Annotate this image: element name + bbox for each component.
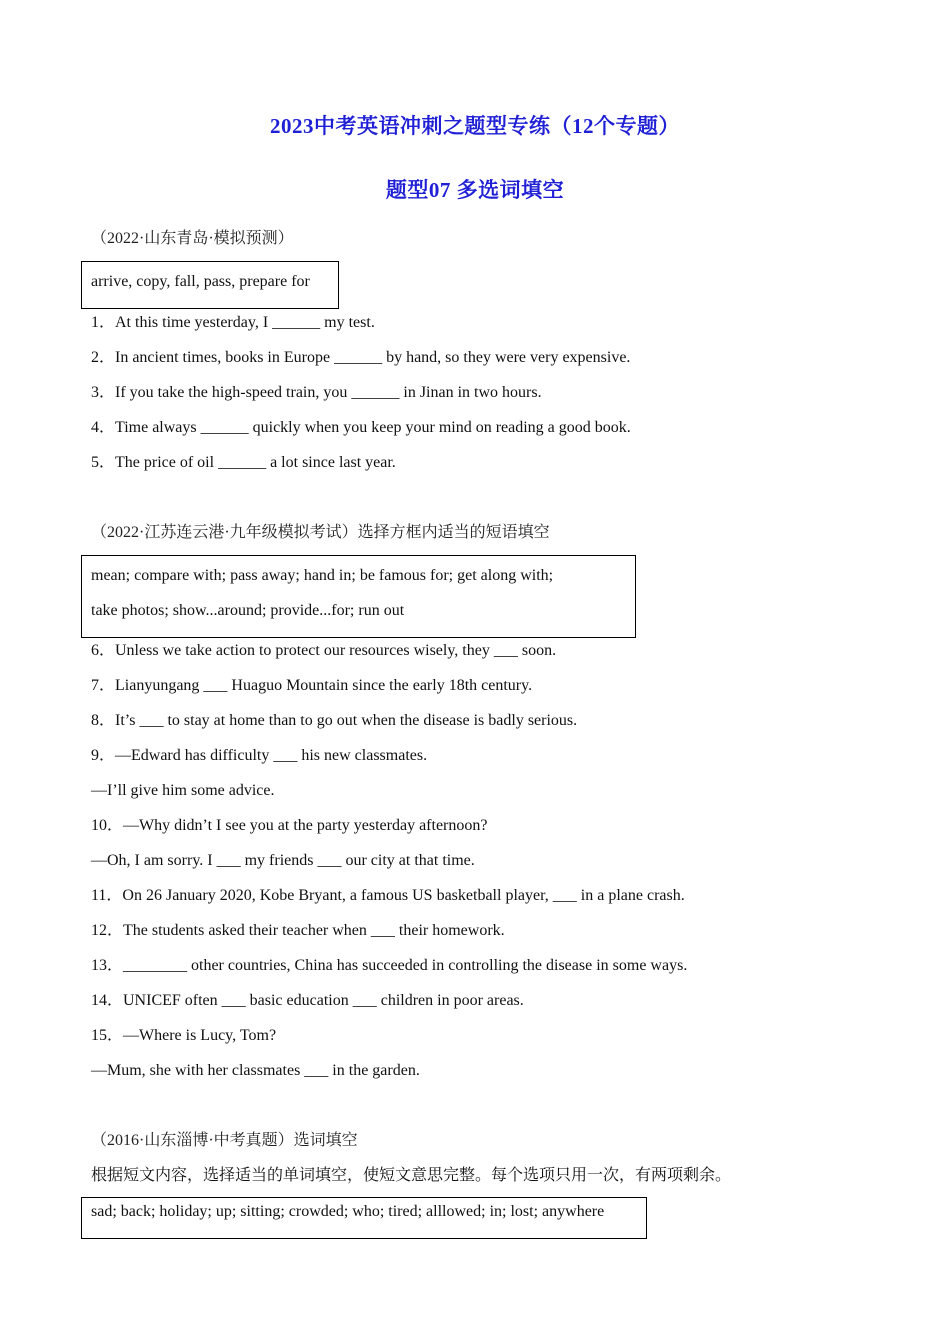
section1-source: （2022·山东青岛·模拟预测） xyxy=(91,230,294,247)
section3-word-box xyxy=(81,1197,647,1239)
question-10: 10．—Why didn’t I see you at the party yesterday afternoon? xyxy=(91,817,488,834)
question-15-reply: —Mum, she with her classmates ___ in the garden. xyxy=(91,1062,420,1079)
section3-instructions: 根据短文内容，选择适当的单词填空，使短文意思完整。每个选项只用一次，有两项剩余。 xyxy=(91,1167,732,1184)
question-1: 1．At this time yesterday, I ______ my test. xyxy=(91,314,375,331)
section3-word-list: sad; back; holiday; up; sitting; crowded; who; tired; alllowed; in; lost; anywhere xyxy=(91,1203,605,1220)
section1-word-box xyxy=(81,261,339,309)
question-8: 8．It’s ___ to stay at home than to go out when the disease is badly serious. xyxy=(91,712,578,729)
question-5: 5．The price of oil ______ a lot since last year. xyxy=(91,454,396,471)
section2-source: （2022·江苏连云港·九年级模拟考试）选择方框内适当的短语填空 xyxy=(91,524,550,541)
question-15: 15．—Where is Lucy, Tom? xyxy=(91,1027,277,1044)
question-7: 7．Lianyungang ___ Huaguo Mountain since the early 18th century. xyxy=(91,677,533,694)
section2-word-box xyxy=(81,555,636,638)
question-3: 3．If you take the high-speed train, you ______ in Jinan in two hours. xyxy=(91,384,542,401)
question-13: 13．________ other countries, China has succeeded in controlling the disease in some ways. xyxy=(91,957,688,974)
question-12: 12．The students asked their teacher when ___ their homework. xyxy=(91,922,505,939)
page-title: 2023中考英语冲刺之题型专练（12个专题） xyxy=(270,114,680,138)
section1-word-list: arrive, copy, fall, pass, prepare for xyxy=(91,273,310,290)
section2-word-list-line-2: take photos; show...around; provide...for; run out xyxy=(91,602,405,619)
question-2: 2．In ancient times, books in Europe ______ by hand, so they were very expensive. xyxy=(91,349,631,366)
question-9-reply: —I’ll give him some advice. xyxy=(91,782,275,799)
question-14: 14．UNICEF often ___ basic education ___ children in poor areas. xyxy=(91,992,524,1009)
section2-word-list-line-1: mean; compare with; pass away; hand in; be famous for; get along with; xyxy=(91,567,554,584)
question-11: 11．On 26 January 2020, Kobe Bryant, a famous US basketball player, ___ in a plane crash. xyxy=(91,887,685,904)
question-10-reply: —Oh, I am sorry. I ___ my friends ___ our city at that time. xyxy=(91,852,475,869)
section3-source: （2016·山东淄博·中考真题）选词填空 xyxy=(91,1132,358,1149)
page-subtitle: 题型07 多选词填空 xyxy=(385,178,565,202)
question-6: 6．Unless we take action to protect our resources wisely, they ___ soon. xyxy=(91,642,557,659)
question-9: 9．—Edward has difficulty ___ his new classmates. xyxy=(91,747,428,764)
question-4: 4．Time always ______ quickly when you keep your mind on reading a good book. xyxy=(91,419,631,436)
